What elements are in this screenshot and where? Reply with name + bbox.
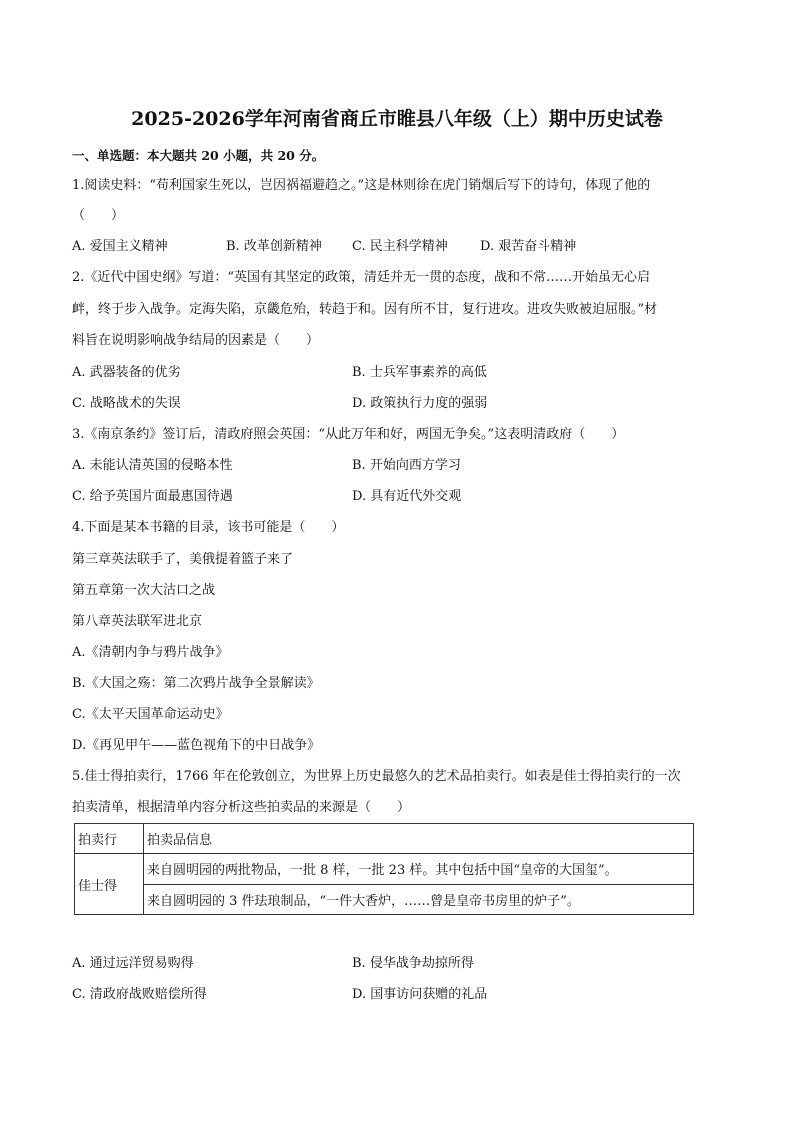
item-cell: 来自圆明园的两批物品，一批 8 样，一批 23 样。其中包括中国“皇帝的大国玺”。 <box>144 854 694 884</box>
auction-table <box>74 823 694 915</box>
q3-stem-line1: 3.《南京条约》签订后，清政府照会英国：“从此万年和好，两国无争矣。”这表明清政府（ ） <box>72 427 625 442</box>
q5-option-a: A. 通过远洋贸易购得 <box>72 956 194 971</box>
q4-toc-item: 第五章第一次大沽口之战 <box>72 583 216 598</box>
q1-option-a: A. 爱国主义精神 <box>72 239 168 254</box>
q5-option-d: D. 国事访问获赠的礼品 <box>352 987 488 1002</box>
section-header: 一、单选题：本大题共 20 小题，共 20 分。 <box>72 148 325 163</box>
q4-option-b: B.《大国之殇：第二次鸦片战争全景解读》 <box>72 676 320 691</box>
q2-option-b: B. 士兵军事素养的高低 <box>352 365 487 380</box>
auction-house-cell: 佳士得 <box>75 854 144 915</box>
q2-option-a: A. 武器装备的优劣 <box>72 365 181 380</box>
q3-option-b: B. 开始向西方学习 <box>352 458 461 473</box>
item-cell: 来自圆明园的 3 件珐琅制品，“一件大香炉，……曾是皇帝书房里的炉子”。 <box>144 884 694 914</box>
q1-option-b: B. 改革创新精神 <box>226 239 322 254</box>
q4-option-c: C.《太平天国革命运动史》 <box>72 707 229 722</box>
q4-toc-item: 第八章英法联军进北京 <box>72 614 203 629</box>
q4-toc-item: 第三章英法联手了，美俄提着篮子来了 <box>72 552 294 567</box>
table-row <box>75 884 694 914</box>
q2-stem-line3: 料旨在说明影响战争结局的因素是（ ） <box>72 333 320 348</box>
table-row <box>75 854 694 884</box>
q2-option-c: C. 战略战术的失误 <box>72 396 181 411</box>
q1-option-d: D. 艰苦奋斗精神 <box>480 239 577 254</box>
q5-stem-line1: 5.佳士得拍卖行，1766 年在伦敦创立，为世界上历史最悠久的艺术品拍卖行。如表是佳士得拍卖行的一次 <box>72 769 681 784</box>
q5-stem-line2: 拍卖清单，根据清单内容分析这些拍卖品的来源是（ ） <box>72 800 411 815</box>
q2-stem-line2: 衅，终于步入战争。定海失陷，京畿危殆，转趋于和。因有所不甘，复行进攻。进攻失败被迫屈服。”材 <box>72 302 658 317</box>
q3-option-a: A. 未能认清英国的侵略本性 <box>72 458 233 473</box>
q5-option-b: B. 侵华战争劫掠所得 <box>352 956 474 971</box>
table-header-cell: 拍卖行 <box>75 824 144 854</box>
table-header-cell: 拍卖品信息 <box>144 824 694 854</box>
q2-stem-line1: 2.《近代中国史纲》写道：“英国有其坚定的政策，清廷并无一贯的态度，战和不常……开始虽无心启 <box>72 270 651 285</box>
q1-option-c: C. 民主科学精神 <box>352 239 448 254</box>
q1-stem-line1: 1.阅读史料：“苟利国家生死以，岂因祸福避趋之。”这是林则徐在虎门销烟后写下的诗句，体现了他的 <box>72 178 651 193</box>
q3-option-c: C. 给予英国片面最惠国待遇 <box>72 489 233 504</box>
table-header-row <box>75 824 694 854</box>
q5-option-c: C. 清政府战败赔偿所得 <box>72 987 207 1002</box>
q3-option-d: D. 具有近代外交观 <box>352 489 462 504</box>
q2-option-d: D. 政策执行力度的强弱 <box>352 396 488 411</box>
q1-stem-line2: （ ） <box>72 208 125 223</box>
q4-option-a: A.《清朝内争与鸦片战争》 <box>72 645 229 660</box>
q4-stem-line1: 4.下面是某本书籍的目录，该书可能是（ ） <box>72 520 345 535</box>
q4-option-d: D.《再见甲午——蓝色视角下的中日战争》 <box>72 738 321 753</box>
exam-title: 2025-2026学年河南省商丘市睢县八年级（上）期中历史试卷 <box>131 108 663 130</box>
